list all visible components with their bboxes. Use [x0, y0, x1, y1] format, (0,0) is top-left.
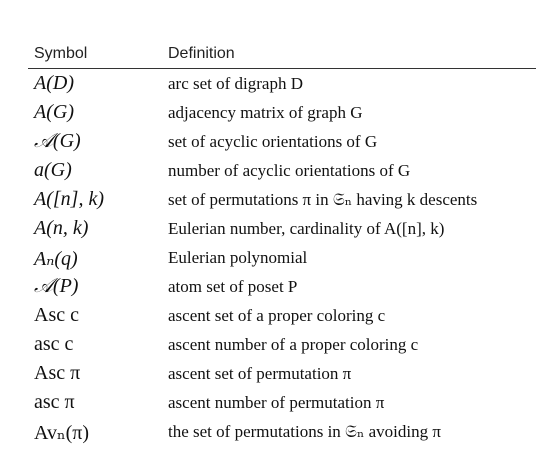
- definition-column-header: Definition: [168, 45, 235, 62]
- definition-cell: atom set of poset P: [168, 277, 298, 296]
- definition-cell: number of acyclic orientations of G: [168, 161, 411, 180]
- table-row: [28, 214, 536, 243]
- definition-cell: the set of permutations in 𝔖ₙ avoiding π: [168, 422, 441, 441]
- table-row: [28, 272, 536, 301]
- symbol-cell: A([n], k): [34, 188, 104, 210]
- notation-table: [28, 40, 536, 446]
- symbol-cell: Aₙ(q): [34, 248, 78, 270]
- table-row: [28, 417, 536, 446]
- symbol-cell: 𝒜(P): [34, 275, 79, 297]
- definition-cell: ascent number of a proper coloring c: [168, 335, 419, 354]
- symbol-cell: 𝒜(G): [34, 130, 81, 152]
- symbol-cell: Asc c: [34, 304, 79, 326]
- symbol-cell: A(G): [34, 101, 74, 123]
- definition-cell: Eulerian polynomial: [168, 248, 308, 267]
- table-row: [28, 69, 536, 98]
- definition-cell: ascent set of a proper coloring c: [168, 306, 386, 325]
- symbol-cell: a(G): [34, 159, 72, 181]
- symbol-cell: Avₙ(π): [34, 422, 90, 444]
- definition-cell: set of permutations π in 𝔖ₙ having k descents: [168, 190, 478, 209]
- symbol-cell: asc π: [34, 391, 75, 413]
- definition-cell: adjacency matrix of graph G: [168, 103, 363, 122]
- table-row: [28, 98, 536, 127]
- symbol-column-header: Symbol: [34, 45, 88, 62]
- table-row: [28, 127, 536, 156]
- definition-cell: set of acyclic orientations of G: [168, 132, 378, 151]
- table-row: [28, 156, 536, 185]
- definition-cell: arc set of digraph D: [168, 74, 304, 93]
- definition-cell: Eulerian number, cardinality of A([n], k): [168, 219, 445, 238]
- symbol-cell: A(n, k): [34, 217, 89, 239]
- table-row: [28, 185, 536, 214]
- symbol-cell: A(D): [34, 72, 74, 94]
- symbol-cell: Asc π: [34, 362, 81, 384]
- symbol-cell: asc c: [34, 333, 74, 355]
- table-row: [28, 301, 536, 330]
- table-row: [28, 388, 536, 417]
- definition-cell: ascent number of permutation π: [168, 393, 385, 412]
- table-row: [28, 243, 536, 272]
- table-header: [28, 40, 536, 68]
- definition-cell: ascent set of permutation π: [168, 364, 352, 383]
- table-row: [28, 330, 536, 359]
- table-row: [28, 359, 536, 388]
